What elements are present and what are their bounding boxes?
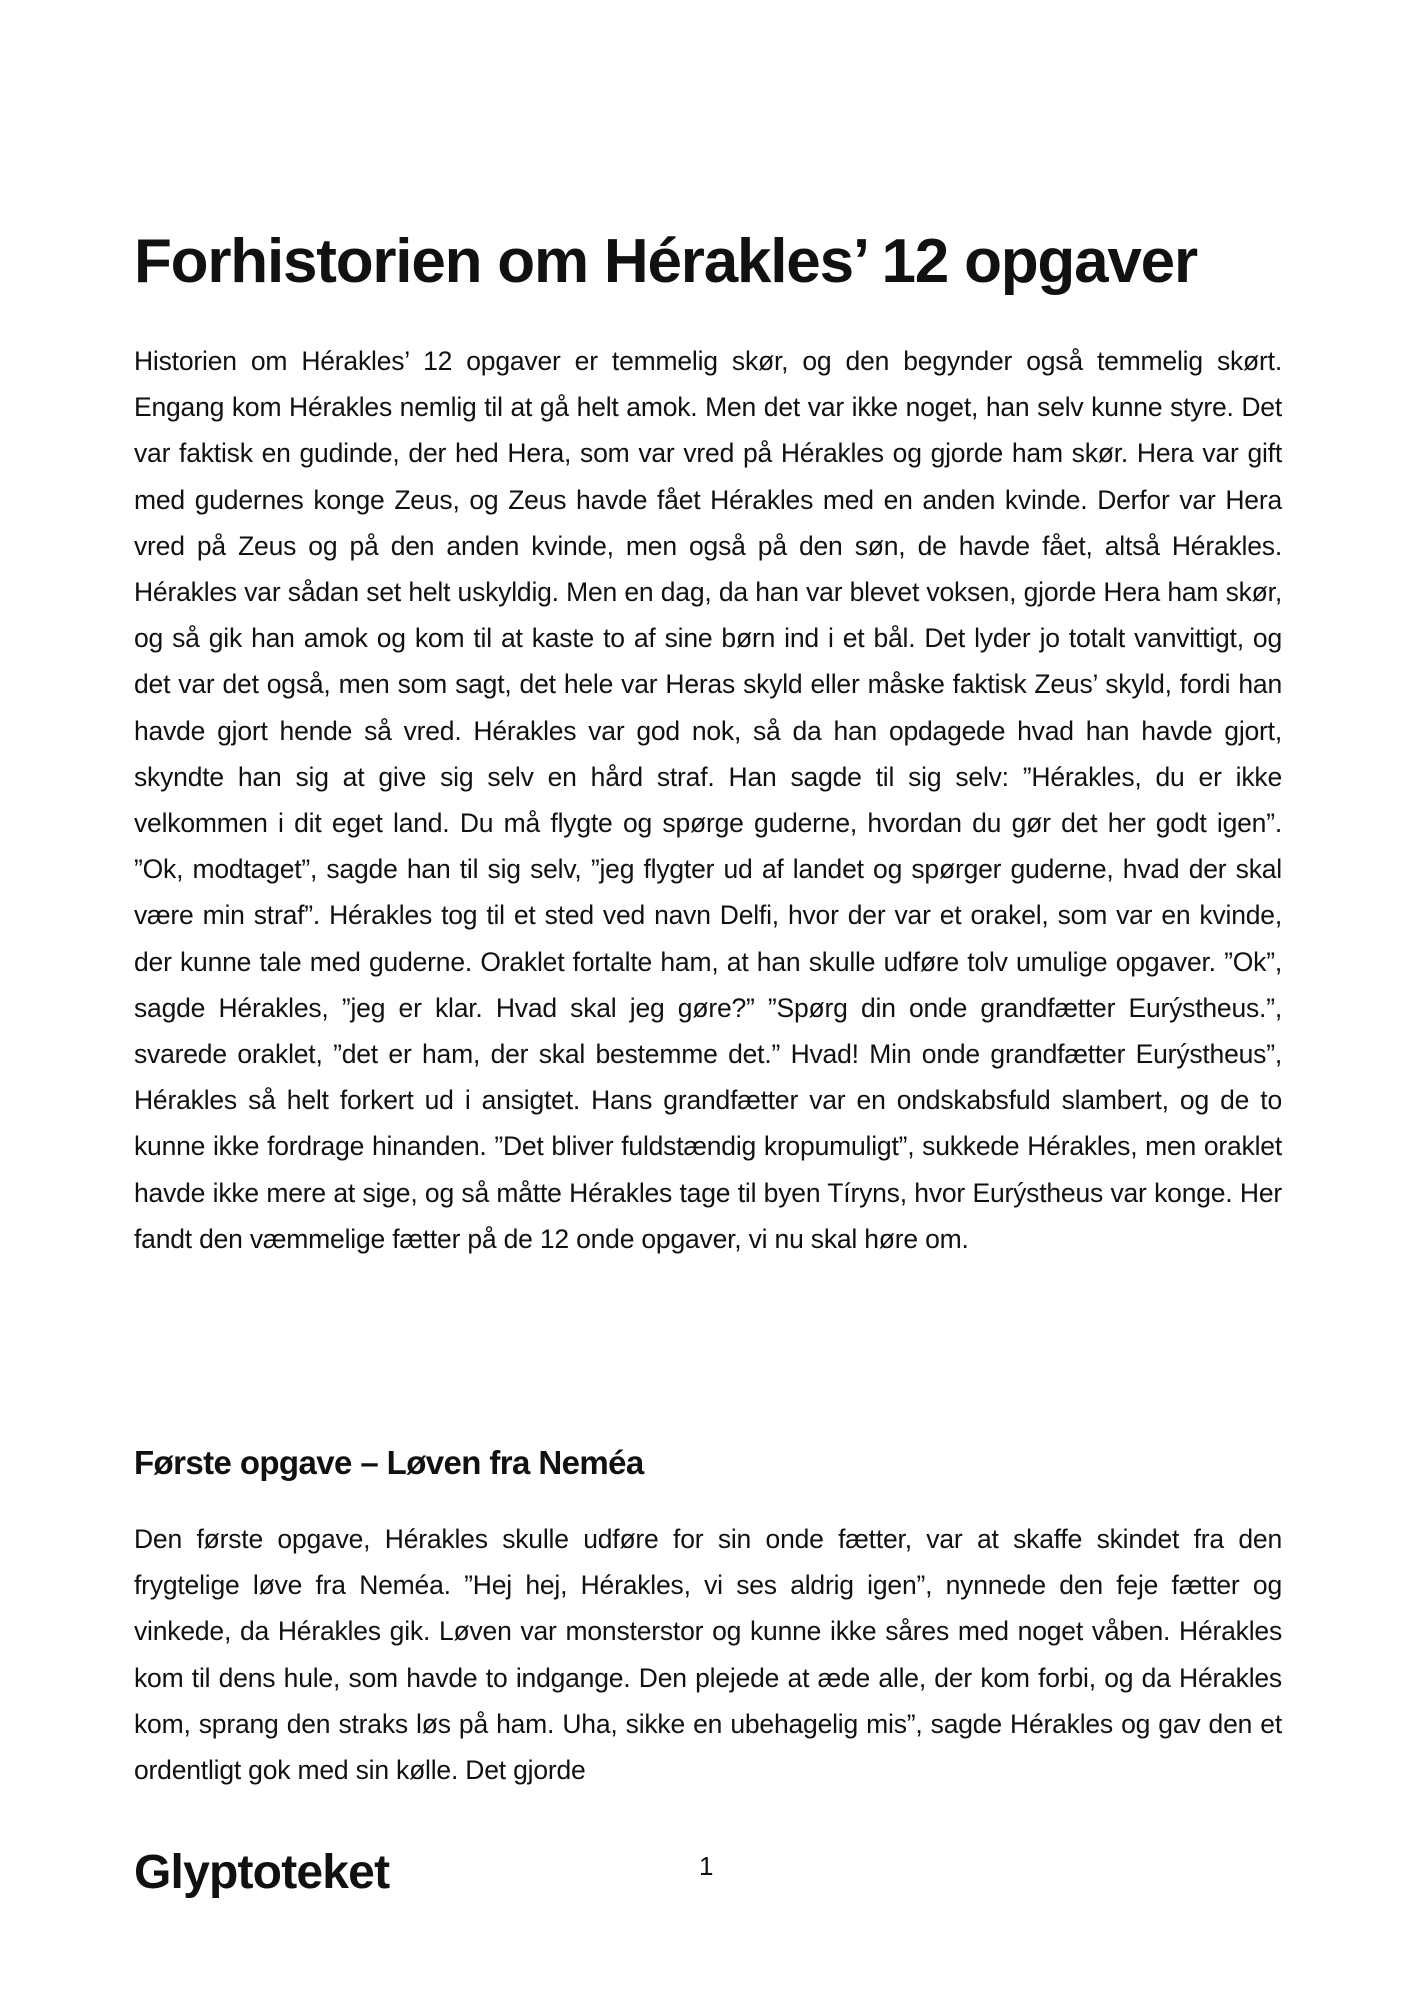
page-title: Forhistorien om Hérakles’ 12 opgaver [134,227,1197,296]
section-paragraph-first-task: Den første opgave, Hérakles skulle udføre for sin onde fætter, var at skaffe skindet fra den frygtelige løve fra Neméa. ”Hej hej, Hérakles, vi ses aldrig igen”, nynnede den feje fætter og vinkede, da Hérakles gik. Løven var monsterstor og kunne ikke såres med noget våben. Hérakles kom til dens hule, som havde to indgange. Den plejede at æde alle, der kom forbi, og da Hérakles kom, sprang den straks løs på ham. Uha, sikke en ubehagelig mis”, sagde Hérakles og gav den et ordentligt gok med sin kølle. Det gjorde [134,1524,1282,1786]
section-heading-first-task: Første opgave – Løven fra Neméa [134,1444,644,1481]
page-number: 1 [699,1851,714,1881]
footer-logo: Glyptoteket [134,1846,390,1899]
intro-paragraph: Historien om Hérakles’ 12 opgaver er temmelig skør, og den begynder også temmelig skørt. Engang kom Hérakles nemlig til at gå helt amok. Men det var ikke noget, han selv kunne styre. Det var faktisk en gudinde, der hed Hera, som var vred på Hérakles og gjorde ham skør. Hera var gift med gudernes konge Zeus, og Zeus havde fået Hérakles med en anden kvinde. Derfor var Hera vred på Zeus og på den anden kvinde, men også på den søn, de havde fået, altså Hérakles. Hérakles var sådan set helt uskyldig. Men en dag, da han var blevet voksen, gjorde Hera ham skør, og så gik han amok og kom til at kaste to af sine børn ind i et bål. Det lyder jo totalt vanvittigt, og det var det også, men som sagt, det hele var Heras skyld eller måske faktisk Zeus’ skyld, fordi han havde gjort hende så vred. Hérakles var god nok, så da han opdagede hvad han havde gjort, skyndte han sig at give sig selv en hård straf. Han sagde til sig selv: ”Hérakles, du er ikke velkommen i dit eget land. Du må flygte og spørge guderne, hvordan du gør det her godt igen”. ”Ok, modtaget”, sagde han til sig selv, ”jeg flygter ud af landet og spørger guderne, hvad der skal være min straf”. Hérakles tog til et sted ved navn Delfi, hvor der var et orakel, som var en kvinde, der kunne tale med guderne. Oraklet fortalte ham, at han skulle udføre tolv umulige opgaver. ”Ok”, sagde Hérakles, ”jeg er klar. Hvad skal jeg gøre?” ”Spørg din onde grandfætter Eurýstheus.”, svarede oraklet, ”det er ham, der skal bestemme det.” Hvad! Min onde grandfætter Eurýstheus”, Hérakles så helt forkert ud i ansigtet. Hans grandfætter var en ondskabsfuld slambert, og de to kunne ikke fordrage hinanden. ”Det bliver fuldstændig kropumuligt”, sukkede Hérakles, men oraklet havde ikke mere at sige, og så måtte Hérakles tage til byen Tíryns, hvor Eurýstheus var konge. Her fandt den væmmelige fætter på de 12 onde opgaver, vi nu skal høre om. [134,346,1282,1254]
